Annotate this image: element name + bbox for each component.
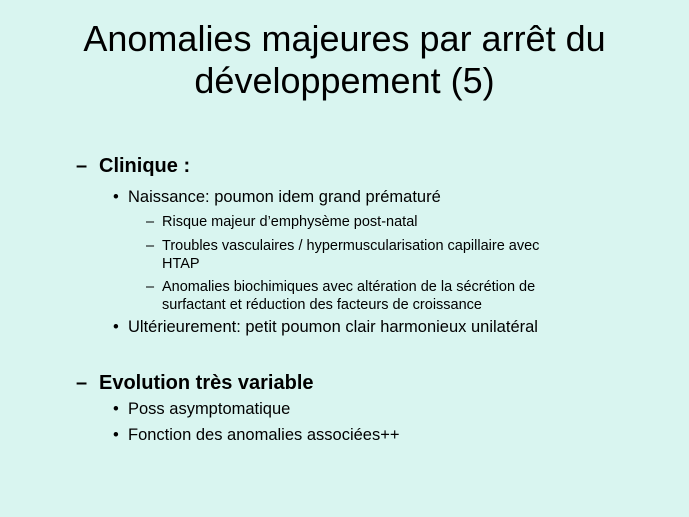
bullet-item bbox=[113, 188, 441, 207]
sub-item-line-1: Risque majeur d’emphysème post-natal bbox=[162, 214, 418, 230]
bullet-text: Poss asymptomatique bbox=[128, 400, 291, 418]
sub-item bbox=[146, 213, 418, 231]
section-heading-text: Clinique : bbox=[99, 155, 191, 177]
bullet-item bbox=[113, 426, 400, 445]
dash-marker: – bbox=[146, 238, 155, 254]
bullet-item bbox=[113, 318, 538, 337]
sub-item-line-2: HTAP bbox=[162, 256, 200, 272]
section-heading-evolution bbox=[76, 372, 314, 395]
bullet-marker: • bbox=[113, 318, 119, 336]
section-heading-text: Evolution très variable bbox=[99, 372, 314, 394]
dash-marker: – bbox=[76, 372, 88, 394]
bullet-item bbox=[113, 400, 290, 419]
dash-marker: – bbox=[76, 155, 88, 177]
dash-marker: – bbox=[146, 214, 155, 230]
bullet-marker: • bbox=[113, 188, 119, 206]
sub-item bbox=[146, 237, 539, 273]
bullet-marker: • bbox=[113, 426, 119, 444]
sub-item-line-1: Anomalies biochimiques avec altération de la sécrétion de bbox=[162, 279, 536, 295]
bullet-marker: • bbox=[113, 400, 119, 418]
slide-title bbox=[20, 18, 669, 102]
sub-item-line-2: surfactant et réduction des facteurs de croissance bbox=[162, 297, 482, 313]
bullet-text: Naissance: poumon idem grand prématuré bbox=[128, 188, 441, 206]
bullet-text: Fonction des anomalies associées++ bbox=[128, 426, 400, 444]
sub-item-line-1: Troubles vasculaires / hypermuscularisation capillaire avec bbox=[162, 238, 540, 254]
section-heading-clinique bbox=[76, 155, 190, 178]
title-line-2: développement (5) bbox=[194, 60, 495, 101]
dash-marker: – bbox=[146, 279, 155, 295]
sub-item bbox=[146, 278, 535, 314]
title-line-1: Anomalies majeures par arrêt du bbox=[83, 18, 606, 59]
bullet-text: Ultérieurement: petit poumon clair harmonieux unilatéral bbox=[128, 318, 538, 336]
